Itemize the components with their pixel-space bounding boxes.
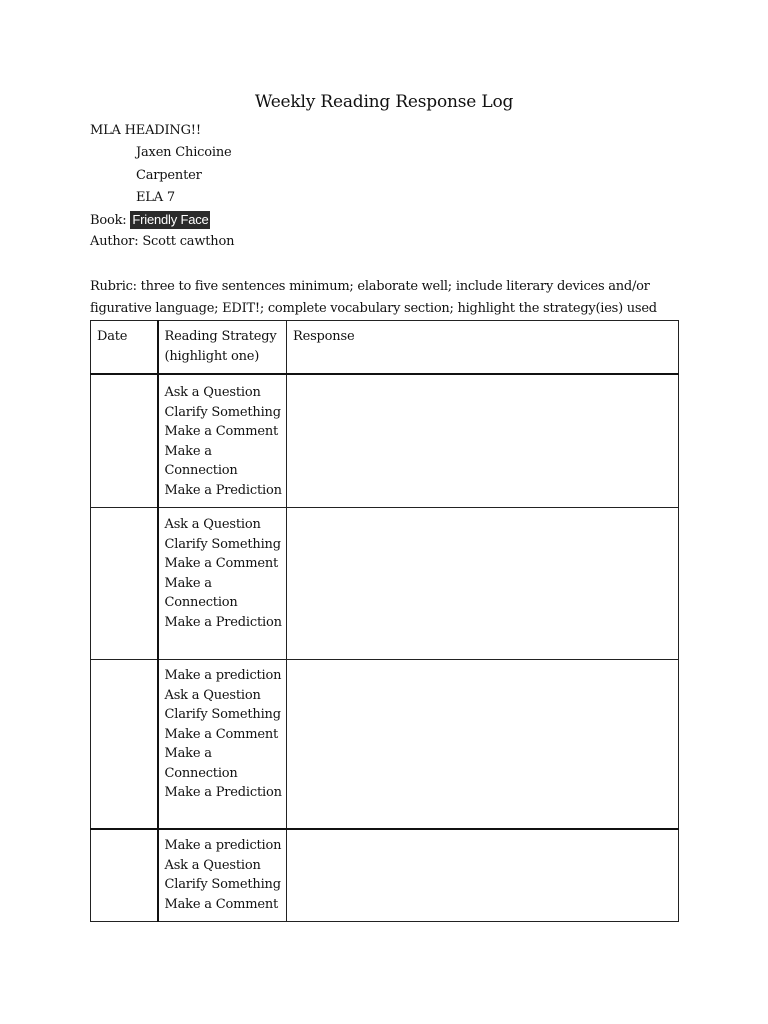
strategy-option[interactable]: Make a Comment (164, 556, 279, 571)
strategy-option[interactable]: Make a (164, 746, 212, 761)
rubric-line-1: Rubric: three to five sentences minimum; elaborate well; include literary devices and/or (90, 279, 650, 294)
author-name: Scott cawthon (142, 234, 235, 249)
book-line (90, 211, 210, 230)
table-row (91, 508, 679, 660)
date-cell[interactable] (91, 508, 158, 660)
strategy-option[interactable]: Clarify Something (164, 536, 281, 552)
response-column-header: Response (287, 321, 679, 375)
response-cell[interactable] (287, 374, 679, 508)
date-cell[interactable] (91, 660, 158, 830)
strategy-option[interactable]: Make a Prediction (164, 614, 282, 630)
strategy-cell (158, 829, 287, 922)
strategy-option[interactable]: Make a Comment (164, 424, 279, 439)
table-row (91, 374, 679, 508)
class-name: ELA 7 (136, 190, 175, 205)
strategy-option[interactable]: Ask a Question (164, 517, 261, 532)
response-cell[interactable] (287, 508, 679, 660)
strategy-option[interactable]: Make a prediction (164, 668, 282, 683)
mla-heading-label: MLA HEADING!! (90, 123, 201, 138)
strategy-cell (158, 374, 287, 508)
date-column-header: Date (91, 321, 158, 375)
date-cell[interactable] (91, 374, 158, 508)
strategy-header-line-2: (highlight one) (164, 348, 260, 364)
author-line (90, 233, 234, 251)
strategy-option[interactable]: Make a Comment (164, 726, 279, 742)
strategy-option[interactable]: Connection (164, 463, 238, 478)
strategy-option[interactable]: Ask a Question (164, 857, 261, 873)
document-title: Weekly Reading Response Log (254, 92, 514, 112)
date-cell[interactable] (91, 829, 158, 922)
table-row (91, 660, 679, 830)
strategy-cell (158, 508, 287, 660)
strategy-option[interactable]: Connection (164, 765, 238, 781)
author-label: Author: (90, 234, 143, 249)
reading-log-table (90, 320, 679, 922)
student-name: Jaxen Chicoine (136, 145, 232, 160)
rubric-line-2: figurative language; EDIT!; complete vocabulary section; highlight the strategy(ies) used (90, 301, 657, 316)
strategy-option[interactable]: Ask a Question (164, 385, 261, 400)
strategy-option[interactable]: Make a Prediction (164, 785, 282, 800)
strategy-option[interactable]: Clarify Something (164, 707, 281, 722)
response-cell[interactable] (287, 660, 679, 830)
strategy-option[interactable]: Make a (164, 575, 212, 591)
response-cell[interactable] (287, 829, 679, 922)
strategy-option[interactable]: Make a Prediction (164, 482, 282, 498)
strategy-option[interactable]: Make a (164, 443, 212, 459)
book-label: Book: (90, 213, 131, 228)
book-title-highlighted: Friendly Face (132, 212, 209, 227)
strategy-column-header (158, 321, 287, 375)
strategy-option[interactable]: Make a Comment (164, 896, 279, 912)
strategy-option[interactable]: Clarify Something (164, 404, 281, 420)
teacher-name: Carpenter (136, 168, 202, 183)
table-header-row (91, 321, 679, 375)
rubric-text (90, 276, 690, 320)
strategy-header-line-1: Reading Strategy (164, 329, 277, 344)
strategy-option[interactable]: Make a prediction (164, 838, 282, 853)
strategy-option[interactable]: Connection (164, 595, 238, 610)
strategy-cell (158, 660, 287, 830)
table-row (91, 829, 679, 922)
strategy-option[interactable]: Ask a Question (164, 687, 261, 703)
strategy-option[interactable]: Clarify Something (164, 877, 281, 892)
